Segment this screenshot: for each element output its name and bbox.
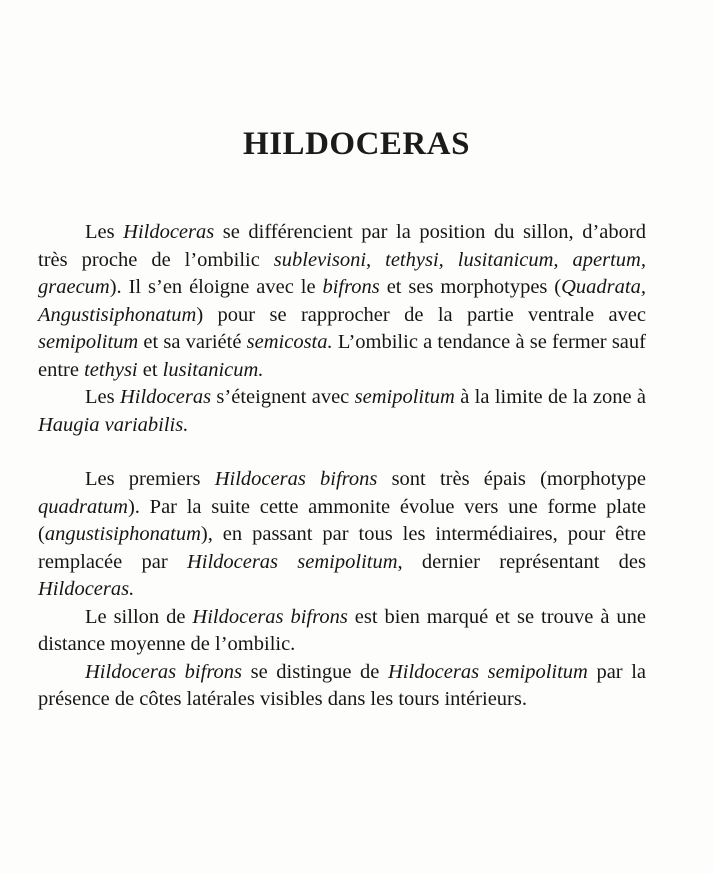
italic-term: semipolitum	[354, 386, 455, 408]
text-run: s’éteignent avec	[211, 386, 355, 408]
italic-term: angustisiphonatum	[44, 523, 201, 545]
italic-term: quadratum	[38, 495, 128, 518]
text-run: à la limite de la zone à	[454, 386, 647, 408]
italic-term: Hildoceras	[119, 386, 212, 408]
italic-term: tethysi	[84, 358, 138, 381]
italic-term: Hildoceras bifrons	[85, 660, 243, 683]
italic-term: Hildoceras bifrons	[192, 605, 348, 628]
text-run: Les	[85, 386, 120, 408]
paragraph	[38, 466, 646, 604]
text-run: et sa variété	[138, 331, 247, 353]
text-run: L’ombilic a tendance à se fermer sauf entre	[38, 331, 646, 381]
italic-term: semicosta.	[246, 331, 333, 353]
text-run: se différencient par la position du sillon, d’abord très proche de l’ombilic	[38, 221, 646, 271]
text-run: par la présence de côtes latérales visibles dans les tours intérieurs.	[38, 660, 646, 710]
italic-term: Hildoceras semipolitum	[186, 550, 398, 573]
italic-term: Quadrata, Angustisiphonatum	[38, 276, 646, 326]
italic-term: Hildoceras	[123, 221, 215, 243]
paragraph	[38, 659, 646, 714]
italic-term: Haugia variabilis.	[38, 413, 189, 436]
italic-term: semipolitum	[38, 331, 139, 353]
text-run: et ses morphotypes (	[379, 276, 562, 298]
text-run: Le sillon de	[85, 605, 193, 628]
text-run: ). Par la suite cette ammonite évolue vers une forme plate (	[38, 495, 646, 545]
italic-term: lusitanicum.	[162, 358, 264, 381]
text-run: sont très épais (morphotype	[377, 468, 646, 490]
paragraph	[38, 604, 646, 659]
text-run: est bien marqué et se trouve à une distance moyenne de l’ombilic.	[38, 605, 646, 655]
text-run: Les	[85, 221, 124, 243]
text-run: ) pour se rapprocher de la partie ventrale avec	[196, 303, 646, 326]
text-run: ), en passant par tous les intermédiaires, pour être remplacée par	[38, 523, 646, 573]
page-title: HILDOCERAS	[243, 126, 470, 162]
text-run: ). Il s’en éloigne avec le	[109, 276, 323, 298]
text-run: et	[137, 358, 163, 381]
text-run: se distingue de	[242, 660, 388, 683]
text-run: , dernier représentant des	[397, 550, 647, 573]
paragraph	[38, 219, 646, 384]
body-text	[38, 219, 646, 714]
italic-term: sublevisoni, tethysi, lusitanicum, apertum, graecum	[38, 248, 646, 298]
text-run: Les premiers	[85, 468, 215, 490]
paragraph	[38, 384, 646, 439]
italic-term: Hildoceras semipolitum	[387, 660, 588, 683]
italic-term: Hildoceras.	[38, 578, 135, 600]
italic-term: Hildoceras bifrons	[214, 468, 378, 490]
italic-term: bifrons	[322, 276, 380, 298]
